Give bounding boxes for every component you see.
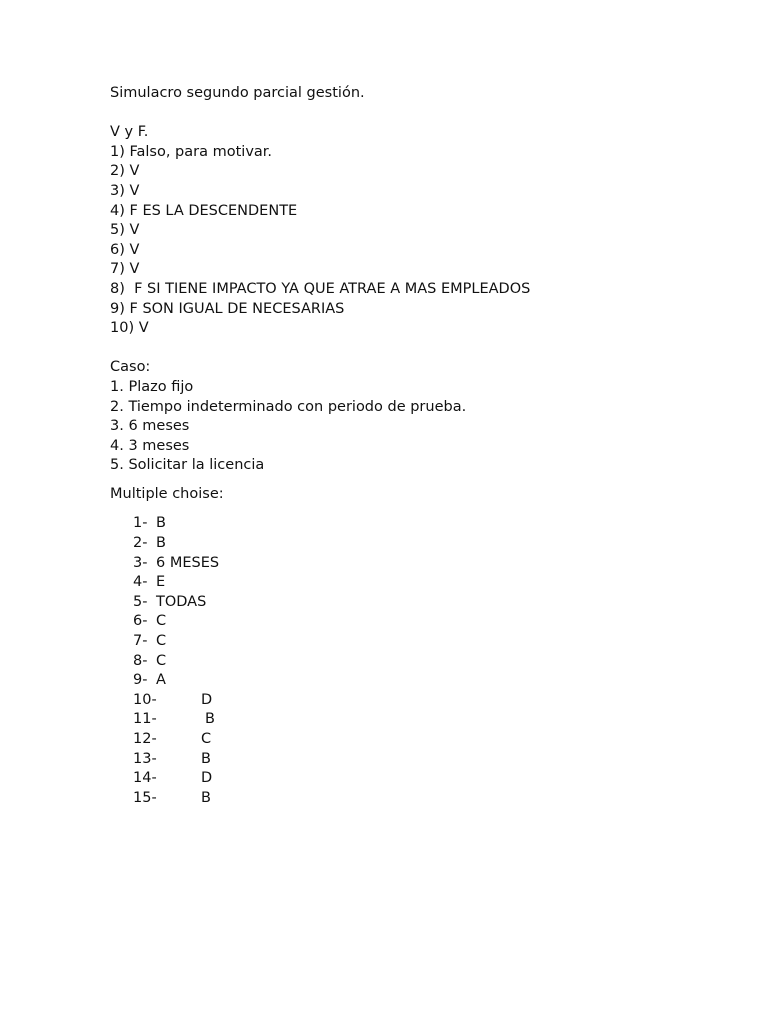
item-number: 13- bbox=[133, 750, 157, 767]
item-number: 9- bbox=[133, 672, 148, 689]
list-item bbox=[133, 612, 710, 632]
item-number: 12- bbox=[133, 731, 157, 747]
vf-item: 6) V bbox=[110, 241, 140, 258]
vf-item: 4) F ES LA DESCENDENTE bbox=[110, 202, 298, 219]
list-item bbox=[133, 632, 710, 652]
vf-item: 9) F SON IGUAL DE NECESARIAS bbox=[110, 300, 345, 317]
item-number: 8- bbox=[133, 652, 148, 669]
item-answer: D bbox=[201, 691, 213, 708]
vf-item: 1) Falso, para motivar. bbox=[110, 143, 273, 160]
caso-section bbox=[110, 358, 710, 476]
document-page bbox=[110, 84, 710, 808]
item-answer: C bbox=[156, 613, 167, 630]
document-title: Simulacro segundo parcial gestión. bbox=[110, 85, 365, 101]
item-answer: C bbox=[201, 731, 212, 747]
caso-item: 3. 6 meses bbox=[110, 418, 190, 435]
caso-heading: Caso: bbox=[110, 359, 151, 376]
vf-item: 10) V bbox=[110, 320, 149, 337]
vf-item: 5) V bbox=[110, 222, 140, 239]
list-item bbox=[133, 534, 710, 554]
list-item bbox=[133, 730, 710, 750]
list-item bbox=[133, 769, 710, 789]
spacer bbox=[110, 339, 710, 359]
item-number: 10- bbox=[133, 691, 157, 708]
item-number: 3- bbox=[133, 554, 148, 571]
item-answer: A bbox=[156, 672, 166, 689]
item-answer: E bbox=[156, 574, 166, 591]
caso-item: 2. Tiempo indeterminado con periodo de prueba. bbox=[110, 398, 467, 415]
caso-item: 4. 3 meses bbox=[110, 437, 190, 454]
list-item bbox=[133, 573, 710, 593]
item-answer: TODAS bbox=[156, 593, 207, 610]
item-number: 4- bbox=[133, 574, 148, 591]
list-item bbox=[133, 789, 710, 809]
multiple-choice-section bbox=[110, 485, 710, 809]
item-number: 5- bbox=[133, 593, 148, 610]
list-item bbox=[133, 750, 710, 770]
item-number: 6- bbox=[133, 613, 148, 630]
list-item bbox=[133, 691, 710, 711]
item-answer: B bbox=[201, 789, 211, 806]
item-answer: 6 MESES bbox=[156, 554, 220, 571]
caso-item: 1. Plazo fijo bbox=[110, 378, 194, 395]
list-item bbox=[133, 652, 710, 672]
item-answer: D bbox=[201, 770, 213, 787]
item-answer: B bbox=[156, 515, 166, 532]
item-answer: B bbox=[156, 535, 166, 552]
multiple-choice-heading: Multiple choise: bbox=[110, 485, 224, 502]
vf-item: 2) V bbox=[110, 163, 140, 180]
item-answer: B bbox=[205, 711, 215, 728]
caso-item: 5. Solicitar la licencia bbox=[110, 457, 265, 474]
list-item bbox=[133, 554, 710, 574]
item-number: 7- bbox=[133, 633, 148, 650]
item-number: 11- bbox=[133, 711, 157, 728]
list-item bbox=[133, 671, 710, 691]
spacer bbox=[110, 476, 710, 485]
spacer bbox=[110, 104, 710, 124]
item-number: 14- bbox=[133, 770, 157, 787]
vf-section bbox=[110, 123, 710, 339]
list-item bbox=[133, 710, 710, 730]
item-number: 1- bbox=[133, 515, 148, 532]
multiple-choice-list bbox=[110, 514, 710, 808]
list-item bbox=[133, 593, 710, 613]
item-answer: C bbox=[156, 652, 167, 669]
list-item bbox=[133, 514, 710, 534]
item-answer: B bbox=[201, 750, 211, 767]
vf-item: 7) V bbox=[110, 261, 140, 278]
item-number: 2- bbox=[133, 535, 148, 552]
vf-heading: V y F. bbox=[110, 124, 149, 141]
item-number: 15- bbox=[133, 789, 157, 806]
vf-item: 3) V bbox=[110, 182, 140, 199]
item-answer: C bbox=[156, 633, 167, 650]
vf-item: 8) F SI TIENE IMPACTO YA QUE ATRAE A MAS EMPLEADOS bbox=[110, 280, 531, 297]
